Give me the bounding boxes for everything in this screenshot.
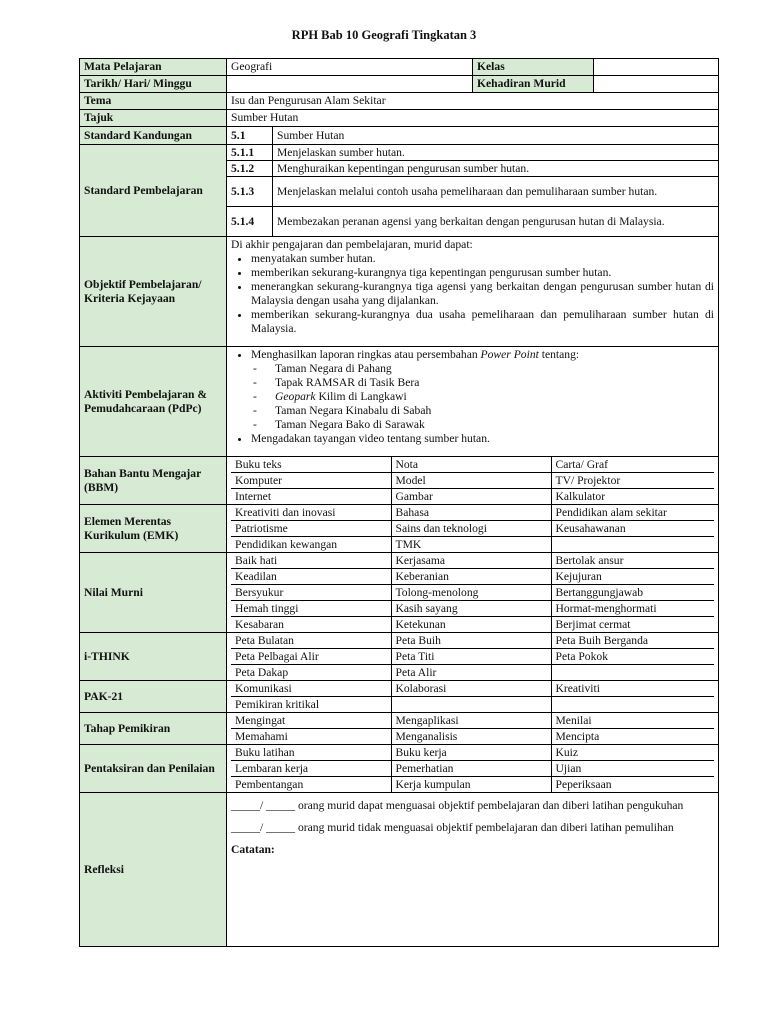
tema-value: Isu dan Pengurusan Alam Sekitar [227, 93, 719, 110]
list-item: - Taman Negara Kinabalu di Sabah [275, 404, 714, 418]
objektif-intro: Di akhir pengajaran dan pembelajaran, murid dapat: [231, 238, 473, 251]
checklist-item[interactable]: Internet [231, 489, 391, 505]
list-item: • menyatakan sumber hutan. [251, 252, 714, 266]
checklist-item[interactable]: Hormat-menghormati [551, 601, 714, 617]
list-item: - Taman Negara di Pahang [275, 362, 714, 376]
row-pentaksiran [80, 745, 719, 793]
nilai-label: Nilai Murni [80, 553, 227, 633]
pak21-label: PAK-21 [80, 681, 227, 713]
list-item: • Mengadakan tayangan video tentang sumber hutan. [251, 432, 714, 446]
checklist-item[interactable]: Kesabaran [231, 617, 391, 633]
checklist-item[interactable]: Kalkulator [551, 489, 714, 505]
row-standard-kandungan [80, 127, 719, 145]
checklist-item[interactable]: Buku teks [231, 457, 391, 473]
checklist-item[interactable]: Pendidikan alam sekitar [551, 505, 714, 521]
ithink-grid [227, 633, 719, 681]
row-refleksi [80, 793, 719, 947]
row-tajuk [80, 110, 719, 127]
sp-code: 5.1.2 [227, 161, 273, 177]
checklist-item[interactable]: Bertolak ansur [551, 553, 714, 569]
checklist-item[interactable]: Sains dan teknologi [391, 521, 551, 537]
pentaksiran-label: Pentaksiran dan Penilaian [80, 745, 227, 793]
row-bbm [80, 457, 719, 505]
checklist-item[interactable]: Berjimat cermat [551, 617, 714, 633]
kehadiran-value[interactable] [594, 76, 719, 93]
row-tarikh [80, 76, 719, 93]
nilai-grid [227, 553, 719, 633]
checklist-item[interactable]: Komputer [231, 473, 391, 489]
checklist-item[interactable]: Pembentangan [231, 777, 391, 793]
refleksi-label: Refleksi [80, 793, 227, 947]
checklist-item[interactable]: Peta Alir [391, 665, 551, 681]
checklist-item [551, 665, 714, 681]
checklist-item[interactable]: Nota [391, 457, 551, 473]
aktiviti-sublist [251, 362, 714, 432]
checklist-item[interactable]: Patriotisme [231, 521, 391, 537]
tahap-label: Tahap Pemikiran [80, 713, 227, 745]
checklist-item[interactable]: Komunikasi [231, 681, 391, 697]
row-tema [80, 93, 719, 110]
checklist-item[interactable]: Bersyukur [231, 585, 391, 601]
aktiviti-label: Aktiviti Pembelajaran & Pemudahcaraan (PdPc) [80, 347, 227, 457]
pak21-grid [227, 681, 719, 713]
checklist-item[interactable]: Bahasa [391, 505, 551, 521]
list-item: • menerangkan sekurang-kurangnya tiga agensi yang berkaitan dengan pengurusan sumber hutan di Malaysia dengan usaha yang dijalankan. [251, 280, 714, 308]
mata-pelajaran-label: Mata Pelajaran [80, 59, 227, 76]
refleksi-content[interactable] [227, 793, 719, 947]
checklist-item[interactable]: Lembaran kerja [231, 761, 391, 777]
standard-kandungan-label: Standard Kandungan [80, 127, 227, 145]
checklist-item[interactable]: Peta Buih Berganda [551, 633, 714, 649]
ithink-label: i-THINK [80, 633, 227, 681]
checklist-item[interactable]: Kejujuran [551, 569, 714, 585]
row-nilai [80, 553, 719, 633]
checklist-item[interactable]: Mengingat [231, 713, 391, 729]
list-item: - Tapak RAMSAR di Tasik Bera [275, 376, 714, 390]
row-aktiviti [80, 347, 719, 457]
aktiviti-list [231, 348, 714, 446]
checklist-item[interactable]: Baik hati [231, 553, 391, 569]
checklist-item[interactable]: Menilai [551, 713, 714, 729]
checklist-item[interactable]: Peta Bulatan [231, 633, 391, 649]
checklist-item[interactable]: Pendidikan kewangan [231, 537, 391, 553]
checklist-item[interactable]: Pemerhatian [391, 761, 551, 777]
checklist-item[interactable]: Mengaplikasi [391, 713, 551, 729]
kelas-label: Kelas [473, 59, 594, 76]
sp-text: Membezakan peranan agensi yang berkaitan dengan pengurusan hutan di Malaysia. [273, 207, 719, 237]
emk-label: Elemen Merentas Kurikulum (EMK) [80, 505, 227, 553]
standard-kandungan-text: Sumber Hutan [273, 127, 719, 145]
mata-pelajaran-value: Geografi [227, 59, 473, 76]
checklist-item[interactable]: Buku latihan [231, 745, 391, 761]
checklist-item[interactable]: Tolong-menolong [391, 585, 551, 601]
checklist-item[interactable]: TV/ Projektor [551, 473, 714, 489]
refleksi-line-pengukuhan[interactable]: _____/ _____ orang murid dapat menguasai objektif pembelajaran dan diberi latihan pengukuhan [231, 799, 684, 812]
tema-label: Tema [80, 93, 227, 110]
objektif-label: Objektif Pembelajaran/ Kriteria Kejayaan [80, 237, 227, 347]
bbm-label: Bahan Bantu Mengajar (BBM) [80, 457, 227, 505]
checklist-item[interactable]: Keusahawanan [551, 521, 714, 537]
tarikh-label: Tarikh/ Hari/ Minggu [80, 76, 227, 93]
lesson-plan-table [79, 58, 719, 947]
refleksi-line-pemulihan[interactable]: _____/ _____ orang murid tidak menguasai objektif pembelajaran dan diberi latihan pemulihan [231, 821, 674, 834]
standard-pembelajaran-label: Standard Pembelajaran [80, 145, 227, 237]
checklist-item[interactable]: Ketekunan [391, 617, 551, 633]
aktiviti-content [227, 347, 719, 457]
checklist-item[interactable]: Gambar [391, 489, 551, 505]
catatan-label: Catatan: [231, 843, 275, 856]
page-title: RPH Bab 10 Geografi Tingkatan 3 [291, 28, 477, 42]
checklist-item[interactable]: Ujian [551, 761, 714, 777]
row-pak21 [80, 681, 719, 713]
checklist-item[interactable]: Buku kerja [391, 745, 551, 761]
sp-code: 5.1.4 [227, 207, 273, 237]
row-emk [80, 505, 719, 553]
checklist-item[interactable]: Pemikiran kritikal [231, 697, 391, 713]
checklist-item[interactable]: Carta/ Graf [551, 457, 714, 473]
checklist-item [551, 537, 714, 553]
objektif-content [227, 237, 719, 347]
checklist-item[interactable]: Kerja kumpulan [391, 777, 551, 793]
row-ithink [80, 633, 719, 681]
emk-grid [227, 505, 719, 553]
checklist-item[interactable]: Menganalisis [391, 729, 551, 745]
checklist-item[interactable]: Keadilan [231, 569, 391, 585]
tahap-grid [227, 713, 719, 745]
checklist-item[interactable]: Peperiksaan [551, 777, 714, 793]
checklist-item[interactable]: Memahami [231, 729, 391, 745]
checklist-item[interactable]: Bertanggungjawab [551, 585, 714, 601]
standard-kandungan-code: 5.1 [227, 127, 273, 145]
list-item: • memberikan sekurang-kurangnya tiga kepentingan pengurusan sumber hutan. [251, 266, 714, 280]
checklist-item[interactable]: Kerjasama [391, 553, 551, 569]
objektif-list [231, 252, 714, 336]
sp-code: 5.1.1 [227, 145, 273, 161]
checklist-item[interactable]: Kreativiti [551, 681, 714, 697]
checklist-item[interactable]: Kuiz [551, 745, 714, 761]
sp-text: Menghuraikan kepentingan pengurusan sumber hutan. [273, 161, 719, 177]
row-mata-pelajaran [80, 59, 719, 76]
checklist-item [551, 697, 714, 713]
checklist-item[interactable]: Peta Pokok [551, 649, 714, 665]
sp-code: 5.1.3 [227, 177, 273, 207]
row-sp-1 [80, 145, 719, 161]
row-objektif [80, 237, 719, 347]
checklist-item[interactable]: Keberanian [391, 569, 551, 585]
pentaksiran-grid [227, 745, 719, 793]
tajuk-value: Sumber Hutan [227, 110, 719, 127]
checklist-item[interactable]: Peta Buih [391, 633, 551, 649]
checklist-item[interactable]: Peta Titi [391, 649, 551, 665]
list-item: - Geopark Kilim di Langkawi [275, 390, 714, 404]
checklist-item[interactable]: Hemah tinggi [231, 601, 391, 617]
checklist-item[interactable]: Model [391, 473, 551, 489]
checklist-item[interactable]: Mencipta [551, 729, 714, 745]
list-item: • Menghasilkan laporan ringkas atau persembahan Power Point tentang: - Taman Negara di Pahang - Tapak RAMSAR di Tasik Bera - Geopark Kilim di Langkawi - Taman Negara Kinabalu di Sabah - Taman Negara Bako di Sarawak [251, 348, 714, 432]
kelas-value[interactable] [594, 59, 719, 76]
kehadiran-label: Kehadiran Murid [473, 76, 594, 93]
checklist-item[interactable]: TMK [391, 537, 551, 553]
checklist-item[interactable]: Kasih sayang [391, 601, 551, 617]
list-item: - Taman Negara Bako di Sarawak [275, 418, 714, 432]
sp-text: Menjelaskan sumber hutan. [273, 145, 719, 161]
checklist-item[interactable]: Peta Dakap [231, 665, 391, 681]
checklist-item[interactable]: Kreativiti dan inovasi [231, 505, 391, 521]
sp-text: Menjelaskan melalui contoh usaha pemeliharaan dan pemuliharaan sumber hutan. [273, 177, 719, 207]
checklist-item[interactable]: Kolaborasi [391, 681, 551, 697]
row-tahap [80, 713, 719, 745]
checklist-item [391, 697, 551, 713]
list-item: • memberikan sekurang-kurangnya dua usaha pemeliharaan dan pemuliharaan sumber hutan di Malaysia. [251, 308, 714, 336]
tarikh-value[interactable] [227, 76, 473, 93]
checklist-item[interactable]: Peta Pelbagai Alir [231, 649, 391, 665]
tajuk-label: Tajuk [80, 110, 227, 127]
bbm-grid [227, 457, 719, 505]
